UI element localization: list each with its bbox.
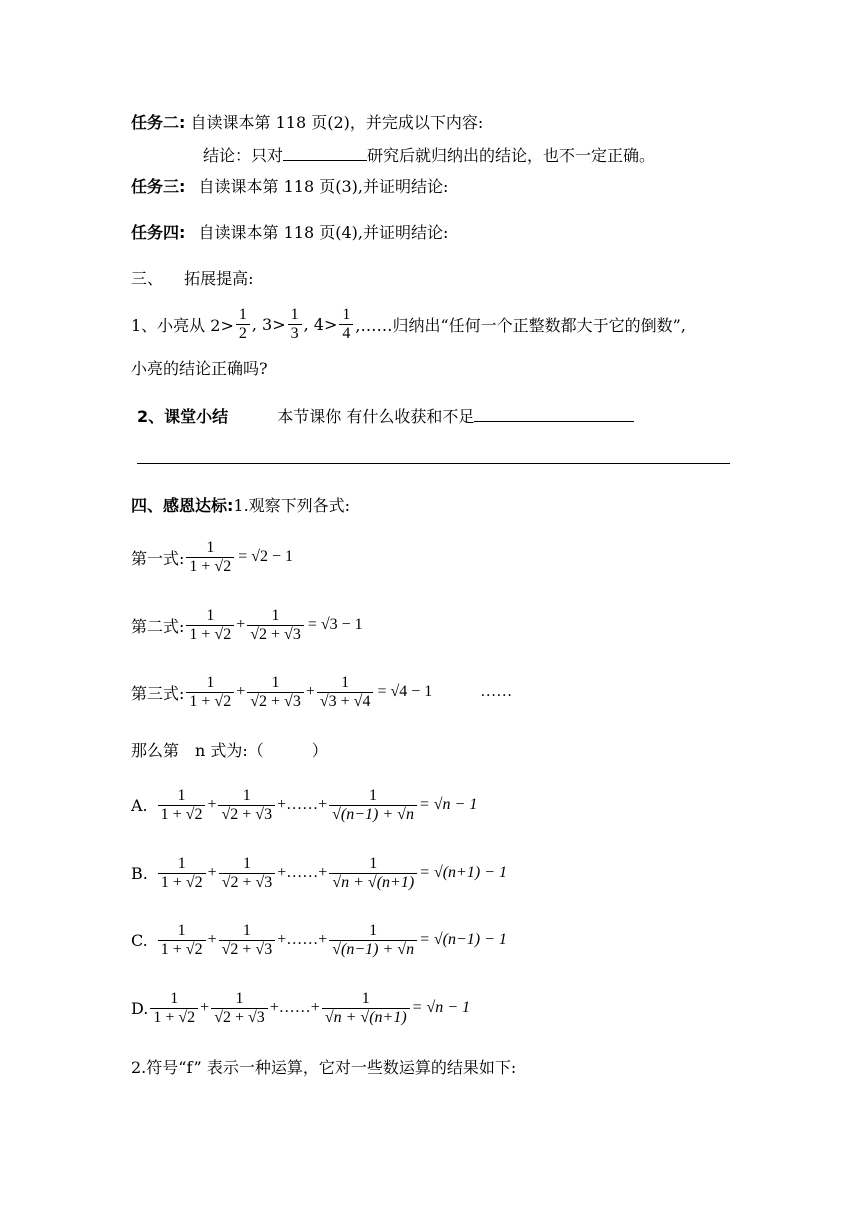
- q2-text: 本节课你 有什么收获和不足: [277, 407, 475, 426]
- q1-sep-2: , 4>: [303, 314, 338, 334]
- answer-line[interactable]: [137, 463, 730, 464]
- eq3-rhs: = √4 − 1: [377, 683, 433, 700]
- option-b-rhs: = √(n+1) − 1: [419, 864, 507, 881]
- q1-line-2: 小亮的结论正确吗?: [131, 359, 268, 378]
- eq2-rhs: = √3 − 1: [307, 616, 363, 633]
- conclusion-blank[interactable]: [283, 144, 367, 161]
- task3-line: [131, 176, 448, 198]
- task4-text: 自读课本第 118 页(4),并证明结论:: [198, 223, 449, 242]
- option-c-label: C.: [131, 930, 148, 950]
- eq1-label: 第一式:: [131, 548, 185, 568]
- option-c-term-2: $\frac{1}{√2 + √3}$: [219, 922, 276, 959]
- section4-text: 1.观察下列各式:: [233, 496, 351, 515]
- conclusion-suffix: 研究后就归纳出的结论，也不一定正确。: [367, 146, 656, 165]
- option-b-label: B.: [131, 863, 148, 883]
- question-stem: 那么第 n 式为:（ ）: [131, 741, 328, 760]
- task2-text: 自读课本第 118 页(2)，并完成以下内容:: [190, 113, 484, 132]
- option-d-label: D.: [131, 998, 149, 1018]
- eq3-term-3: $\frac{1}{√3 + √4}$: [317, 674, 374, 711]
- q1-suffix: ,……归纳出“任何一个正整数都大于它的倒数”,: [355, 315, 686, 335]
- eq3-row: 第三式: $\frac{1}{1 + √2}$ + $\frac{1}{√2 + √3}$ + $\frac{1}{√3 + √4}$ = √4 − 1 ……: [131, 673, 513, 710]
- task3-label: 任务三:: [131, 177, 186, 196]
- conclusion-prefix: 结论：只对: [203, 146, 284, 165]
- option-d-term-1: $\frac{1}{1 + √2}$: [150, 990, 198, 1027]
- q1-fraction-2: $\frac{1}{3}$: [288, 306, 302, 343]
- q2b-line: 2.符号“f” 表示一种运算，它对一些数运算的结果如下:: [131, 1058, 517, 1077]
- option-a-term-2: $\frac{1}{√2 + √3}$: [218, 787, 275, 824]
- eq1-rhs: = √2 − 1: [238, 548, 294, 565]
- option-c-term-1: $\frac{1}{1 + √2}$: [158, 922, 206, 959]
- option-c-term-n: $\frac{1}{√(n-1) + √n}$: [329, 922, 417, 959]
- eq2-row: 第二式: $\frac{1}{1 + √2}$ + $\frac{1}{√2 + √3}$ = √3 − 1: [131, 606, 363, 643]
- eq3-label: 第三式:: [131, 683, 185, 703]
- eq2-term-1: $\frac{1}{1 + √2}$: [186, 607, 234, 644]
- q2-line: [137, 405, 634, 428]
- eq3-term-1: $\frac{1}{1 + √2}$: [186, 674, 234, 711]
- section3-label: 三、: [131, 269, 164, 288]
- option-a-label: A.: [131, 795, 148, 815]
- q2-label: 2、课堂小结: [137, 407, 229, 426]
- eq2-label: 第二式:: [131, 616, 185, 636]
- option-d-term-n: $\frac{1}{√n + √(n+1)}$: [322, 990, 410, 1027]
- option-a-term-n: $\frac{1}{√(n-1) + √n}$: [329, 787, 417, 824]
- q1-fraction-3: $\frac{1}{4}$: [339, 306, 353, 343]
- task2-line: [131, 112, 483, 134]
- option-b-term-2: $\frac{1}{√2 + √3}$: [219, 855, 276, 892]
- conclusion-line: [203, 144, 655, 167]
- section4-label: 四、感恩达标:: [131, 496, 234, 515]
- q1-sep-1: , 3>: [251, 314, 286, 334]
- task2-label: 任务二:: [131, 113, 186, 132]
- q1-line: [131, 298, 686, 350]
- option-d[interactable]: D. $\frac{1}{1 + √2}$ + $\frac{1}{√2 + √3}$ +……+ $\frac{1}{√n + √(n+1)}$ = √n − 1: [131, 989, 471, 1026]
- q1-fraction-1: $\frac{1}{2}$: [236, 306, 250, 343]
- section3-line: [131, 268, 254, 290]
- option-a-term-1: $\frac{1}{1 + √2}$: [158, 787, 206, 824]
- eq1-term-1: $\frac{1}{1 + √2}$: [186, 539, 234, 576]
- task4-label: 任务四:: [131, 223, 186, 242]
- task4-line: [131, 222, 448, 244]
- option-b-term-1: $\frac{1}{1 + √2}$: [158, 855, 206, 892]
- section3-text: 拓展提高:: [184, 269, 254, 288]
- option-d-term-2: $\frac{1}{√2 + √3}$: [211, 990, 268, 1027]
- eq3-term-2: $\frac{1}{√2 + √3}$: [247, 674, 304, 711]
- option-b-term-n: $\frac{1}{√n + √(n+1)}$: [329, 855, 417, 892]
- eq3-ellipsis: ……: [480, 683, 513, 700]
- task3-text: 自读课本第 118 页(3),并证明结论:: [198, 177, 449, 196]
- option-a[interactable]: A. $\frac{1}{1 + √2}$ + $\frac{1}{√2 + √3}$ +……+ $\frac{1}{√(n-1) + √n}$ = √n − 1: [131, 786, 478, 823]
- option-a-rhs: = √n − 1: [418, 796, 478, 813]
- option-d-rhs: = √n − 1: [411, 999, 471, 1016]
- eq1-row: [131, 532, 293, 582]
- q2-blank[interactable]: [474, 405, 634, 422]
- eq2-term-2: $\frac{1}{√2 + √3}$: [247, 607, 304, 644]
- option-c[interactable]: C. $\frac{1}{1 + √2}$ + $\frac{1}{√2 + √3}$ +……+ $\frac{1}{√(n-1) + √n}$ = √(n−1) − 1: [131, 921, 507, 958]
- option-b[interactable]: B. $\frac{1}{1 + √2}$ + $\frac{1}{√2 + √3}$ +……+ $\frac{1}{√n + √(n+1)}$ = √(n+1) − 1: [131, 854, 507, 891]
- q1-prefix: 1、小亮从 2>: [131, 315, 234, 335]
- option-c-rhs: = √(n−1) − 1: [419, 931, 507, 948]
- section4-line: [131, 495, 350, 517]
